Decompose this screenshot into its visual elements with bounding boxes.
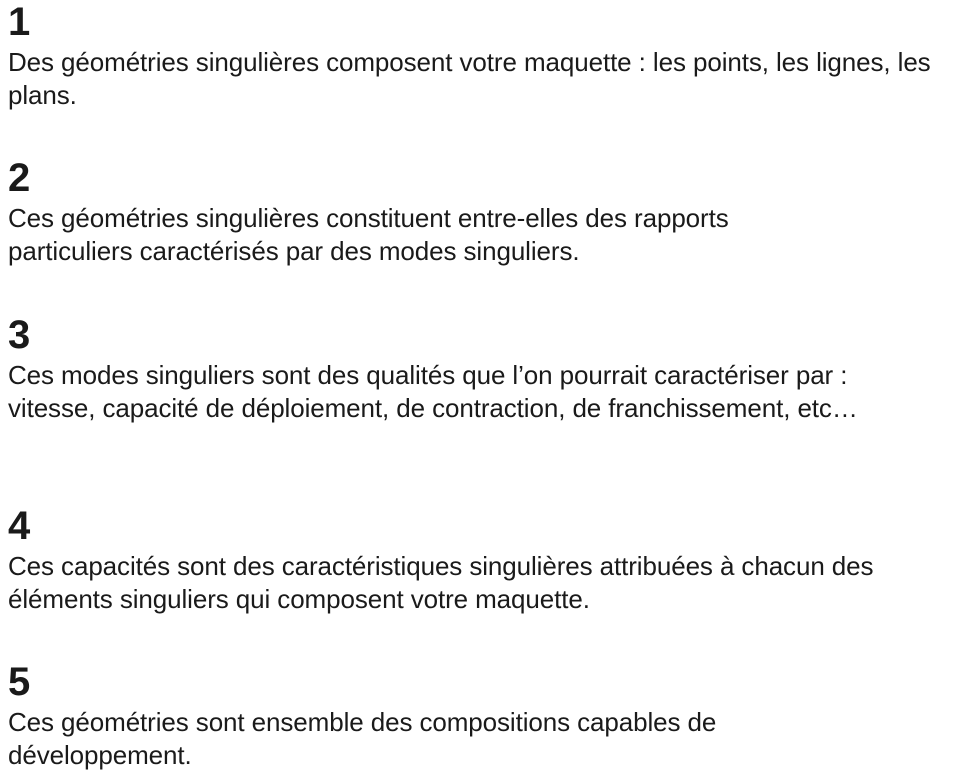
section-paragraph: Ces capacités sont des caractéristiques singulières attribuées à chacun des éléments singuliers qui composent votre maquette. — [8, 551, 874, 614]
section-number: 2 — [8, 156, 31, 200]
section-paragraph: Ces géométries sont ensemble des compositions capables de développement. — [8, 707, 717, 770]
section-paragraph: Des géométries singulières composent votre maquette : les points, les lignes, les plans. — [8, 47, 931, 110]
section-number: 4 — [8, 504, 31, 548]
section-paragraph: Ces modes singuliers sont des qualités que l’on pourrait caractériser par : vitesse, capacité de déploiement, de contraction, de franchissement, etc… — [8, 360, 858, 423]
section-5 — [8, 660, 848, 772]
section-1 — [8, 0, 938, 112]
section-4 — [8, 504, 952, 616]
section-number: 3 — [8, 313, 31, 357]
section-2 — [8, 156, 858, 268]
section-number: 5 — [8, 660, 31, 704]
section-paragraph: Ces géométries singulières constituent entre-elles des rapports particuliers caractérisés par des modes singuliers. — [8, 203, 729, 266]
section-3 — [8, 313, 923, 425]
section-number: 1 — [8, 0, 31, 44]
